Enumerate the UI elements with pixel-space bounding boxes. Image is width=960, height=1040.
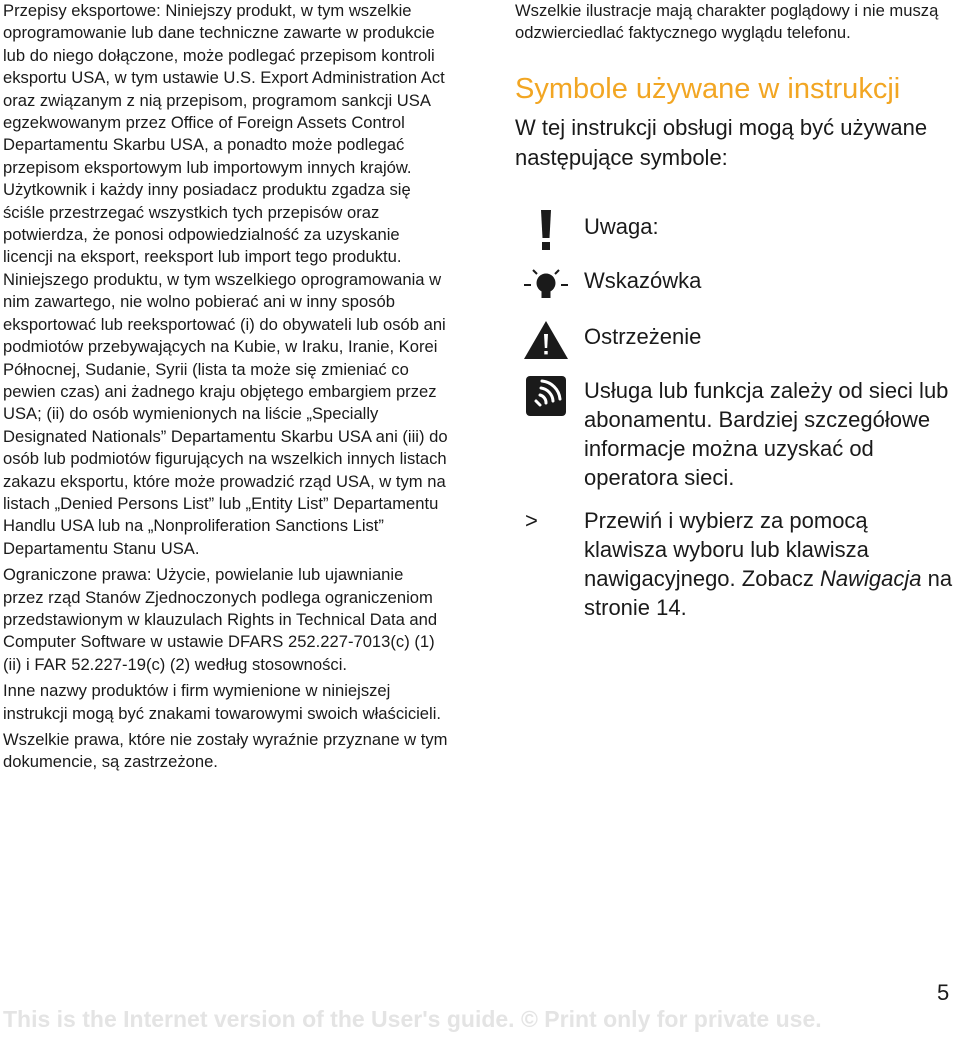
network-service-icon xyxy=(521,376,571,422)
trademarks-paragraph: Inne nazwy produktów i firm wymienione w niniejszej instrukcji mogą być znakami towarowymi swoich właścicieli. xyxy=(3,681,442,723)
symbols-column xyxy=(515,0,955,620)
restricted-rights-paragraph: Ograniczone prawa: Użycie, powielanie lub ujawnianie przez rząd Stanów Zjednoczonych podlega ograniczeniom przedstawionym w klauzulach Rights in Technical Data and Computer Software w ustawie DFARS 252.227-7013(c) (1) (ii) i FAR 52.227-19(c) (2) według stosowności. xyxy=(3,565,438,674)
navigation-text-end: na stronie 14. xyxy=(584,566,953,620)
navigation-text-start: Przewiń i wybierz za pomocą klawisza wyboru lub klawisza nawigacyjnego. Zobacz xyxy=(584,508,869,591)
symbol-label-network-service: Usługa lub funkcja zależy od sieci lub abonamentu. Bardziej szczegółowe informacje można uzyskać od operatora sieci. xyxy=(584,378,949,490)
navigation-link-text[interactable]: Nawigacja xyxy=(820,566,922,591)
lightbulb-icon xyxy=(521,266,571,312)
exclamation-icon xyxy=(521,210,571,256)
greater-than-icon: > xyxy=(525,508,538,533)
section-heading: Symbole używane w instrukcji xyxy=(515,72,901,105)
symbol-label-warning: Ostrzeżenie xyxy=(584,324,702,349)
section-subheading: W tej instrukcji obsługi mogą być używane następujące symbole: xyxy=(515,114,928,170)
illustrations-note: Wszelkie ilustracje mają charakter poglądowy i nie muszą odzwierciedlać faktycznego wyglądu telefonu. xyxy=(515,1,939,43)
symbol-label-navigation xyxy=(584,506,954,622)
rights-reserved-paragraph: Wszelkie prawa, które nie zostały wyraźnie przyznane w tym dokumencie, są zastrzeżone. xyxy=(3,730,448,772)
symbol-label-tip: Wskazówka xyxy=(584,268,702,293)
warning-triangle-icon xyxy=(521,320,571,366)
export-regulations-paragraph: Przepisy eksportowe: Niniejszy produkt, w tym wszelkie oprogramowanie lub dane techniczne zawarte w produkcie lub do niego dołączone, może podlegać przepisom kontroli eksportu USA, w tym ustawie U.S. Export Administration Act oraz związanym z nią przepisom, programom sankcji USA egzekwowanym przez Office of Foreign Assets Control Departamentu Skarbu USA, a ponadto może podlegać przepisom eksportowym lub importowym innych krajów. Użytkownik i każdy inny posiadacz produktu zgadza się ściśle przestrzegać wszystkich tych przepisów oraz potwierdza, że ponosi odpowiedzialność za uzyskanie licencji na eksport, reeksport lub import tego produktu. Niniejszego produktu, w tym wszelkiego oprogramowania w nim zawartego, nie wolno pobierać ani w inny sposób eksportować lub reeksportować (i) do obywateli lub osób ani podmiotów przebywających na Kubie, w Iraku, Iranie, Korei Północnej, Sudanie, Syrii (lista ta może się zmieniać co pewien czas) ani żadnego kraju objętego embargiem przez USA; (ii) do osób wymienionych na liście „Specially Designated Nationals” Departamentu Skarbu USA ani (iii) do osób lub podmiotów figurujących na wszelkich innych listach zakazu eksportu, które może prowadzić rząd USA, w tym na listach „Denied Persons List” lub „Entity List” Departamentu Handlu USA lub na „Nonproliferation Sanctions List” Departamentu Stanu USA. xyxy=(3,1,448,558)
legal-text-column xyxy=(3,0,448,778)
symbol-label-note: Uwaga: xyxy=(584,214,659,239)
footer-watermark: This is the Internet version of the User's guide. © Print only for private use. xyxy=(3,1006,822,1032)
page-number: 5 xyxy=(937,980,950,1005)
